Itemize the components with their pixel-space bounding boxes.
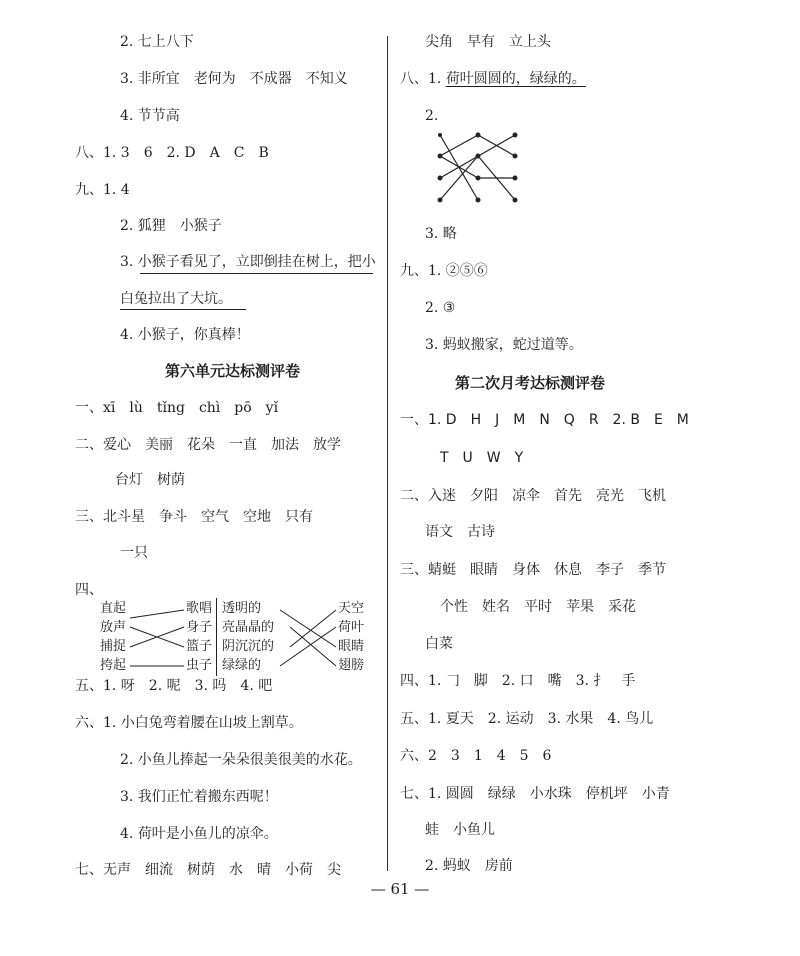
answer-line: 蛙 小鱼儿 [425,822,495,838]
answer-line: 三、北斗星 争斗 空气 空地 只有 [75,509,313,525]
answer-line: 3. 蚂蚁搬家，蛇过道等。 [425,337,583,353]
answer-line: 4. 小猴子，你真棒！ [120,327,250,343]
match-adj-item: 亮晶晶的 [222,620,275,635]
match-left-item: 挎起 [100,658,127,673]
answer-line: 四、 [75,582,103,598]
match-mid-item: 虫子 [186,658,213,673]
match-right-item: 眼睛 [338,639,365,654]
answer-line: 3. 小猴子看见了，立即倒挂在树上，把小 [120,254,376,270]
answer-line: 2. [425,108,439,124]
section-title: 第二次月考达标测评卷 [455,374,606,392]
match-mid-item: 身子 [186,620,213,635]
answer-line: 白菜 [425,636,453,652]
answer-line: 语文 古诗 [425,524,495,540]
match-mid-item: 歌唱 [186,601,213,616]
underlined-answer: 荷叶圆圆的，绿绿的。 [445,71,586,87]
answer-line: 一、xī lù tǐng chì pō yǐ [75,400,279,416]
answer-line: 台灯 树荫 [115,472,185,488]
answer-line: T U W Y [440,450,524,466]
match-right-item: 荷叶 [338,620,365,635]
answer-line: 2. 蚂蚁 房前 [425,858,513,874]
answer-line: 四、1. 𠃌 脚 2. 口 嘴 3. 扌 手 [400,673,636,689]
match-adj-item: 绿绿的 [222,658,262,673]
answer-line: 七、1. 圆圆 绿绿 小水珠 停机坪 小青 [400,786,670,802]
match-adj-item: 阴沉沉的 [222,639,275,654]
answer-line: 五、1. 呀 2. 呢 3. 吗 4. 吧 [75,678,273,694]
match-left-item: 放声 [100,620,127,635]
answer-line: 3. 非所宜 老何为 不成器 不知义 [120,71,348,87]
answer-line: 一只 [120,545,148,561]
page-number: — 61 — [370,880,430,898]
match-mid-item: 篮子 [186,639,213,654]
answer-line: 六、2 3 1 4 5 6 [400,748,552,764]
answer-line: 尖角 早有 立上头 [425,34,551,50]
answer-line: 六、1. 小白兔弯着腰在山坡上割草。 [75,715,303,731]
answer-line: 八、1. 3 6 2. D A C B [75,145,269,161]
answer-line: 2. 小鱼儿捧起一朵朵很美很美的水花。 [120,752,362,768]
section-title: 第六单元达标测评卷 [165,362,301,380]
answer-line: 2. 狐狸 小猴子 [120,218,222,234]
answer-line: 3. 我们正忙着搬东西呢！ [120,789,278,805]
match-adj-item: 透明的 [222,601,262,616]
answer-line: 4. 节节高 [120,108,180,124]
answer-line: 4. 荷叶是小鱼儿的凉伞。 [120,826,278,842]
answer-line: 2. 七上八下 [120,34,194,50]
answer-line: 2. ③ [425,300,456,316]
answer-prefix: 八、1. [400,71,446,87]
answer-line: 九、1. ②⑤⑥ [400,263,488,279]
match-left-item: 直起 [100,601,127,616]
answer-line: 一、1. D H J M N Q R 2. B E M [400,412,689,428]
answer-line: 三、蜻蜓 眼睛 身体 休息 李子 季节 [400,562,666,578]
match-left-item: 捕捉 [100,639,127,654]
answer-line: 二、爱心 美丽 花朵 一直 加法 放学 [75,437,341,453]
answer-line: 七、无声 细流 树荫 水 晴 小荷 尖 [75,862,341,878]
answer-line: 二、入迷 夕阳 凉伞 首先 亮光 飞机 [400,488,666,504]
match-right-item: 翅膀 [338,658,365,673]
answer-line: 个性 姓名 平时 苹果 采花 [440,599,636,615]
answer-line: 白兔拉出了大坑。 [120,291,232,307]
answer-line: 3. 略 [425,226,457,242]
answer-line: 九、1. 4 [75,182,130,198]
match-right-item: 天空 [338,601,365,616]
answer-line: 五、1. 夏天 2. 运动 3. 水果 4. 鸟儿 [400,711,654,727]
